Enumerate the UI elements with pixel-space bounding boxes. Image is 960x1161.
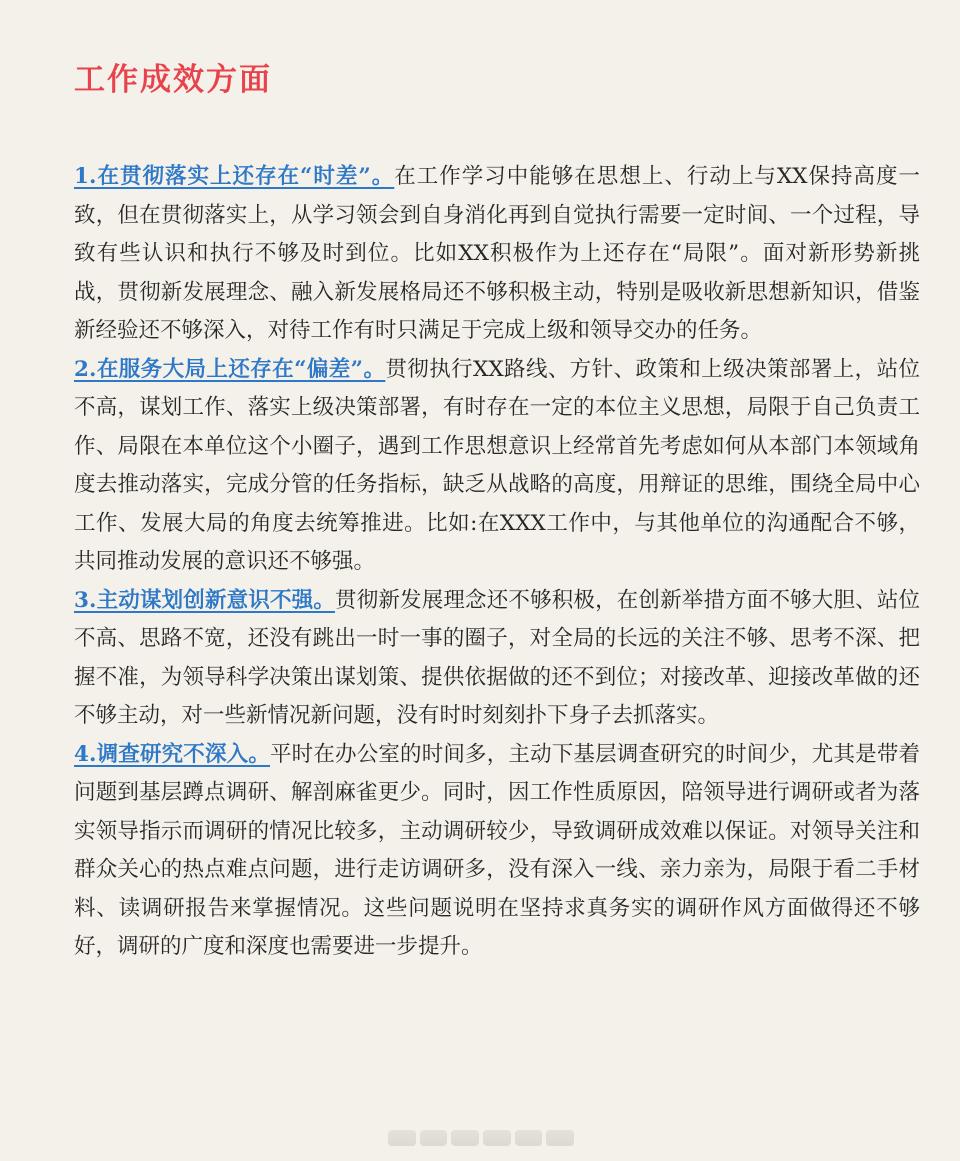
section-1-heading: 1.在贯彻落实上还存在“时差”。 xyxy=(74,164,395,189)
section-4-body: 平时在办公室的时间多，主动下基层调查研究的时间少，尤其是带着问题到基层蹲点调研、解剖麻雀更少。同时，因工作性质原因，陪领导进行调研或者为落实领导指示而调研的情况比较多，主动调研较少，导致调研成效难以保证。对领导关注和群众关心的热点难点问题，进行走访调研多，没有深入一线、亲力亲为，局限于看二手材料、读调研报告来掌握情况。这些问题说明在坚持求真务实的调研作风方面做得还不够好，调研的广度和深度也需要进一步提升。 xyxy=(74,741,920,959)
document-body xyxy=(74,158,920,967)
section-1-body: 在工作学习中能够在思想上、行动上与XX保持高度一致，但在贯彻落实上，从学习领会到自身消化再到自觉执行需要一定时间、一个过程，导致有些认识和执行不够及时到位。比如XX积极作为上还存在“局限”。面对新形势新挑战，贯彻新发展理念、融入新发展格局还不够积极主动，特别是吸收新思想新知识，借鉴新经验还不够深入，对待工作有时只满足于完成上级和领导交办的任务。 xyxy=(74,164,920,343)
page-title: 工作成效方面 xyxy=(74,62,272,98)
section-2 xyxy=(74,351,920,582)
watermark-segment xyxy=(420,1130,448,1146)
section-3 xyxy=(74,582,920,736)
section-3-body: 贯彻新发展理念还不够积极，在创新举措方面不够大胆、站位不高、思路不宽，还没有跳出一时一事的圈子，对全局的长远的关注不够、思考不深、把握不准，为领导科学决策出谋划策、提供依据做的还不到位；对接改革、迎接改革做的还不够主动，对一些新情况新问题，没有时时刻刻扑下身子去抓落实。 xyxy=(74,587,920,728)
watermark-bar xyxy=(388,1126,574,1150)
section-1 xyxy=(74,158,920,351)
section-4 xyxy=(74,736,920,967)
section-2-body: 贯彻执行XX路线、方针、政策和上级决策部署上，站位不高，谋划工作、落实上级决策部署，有时存在一定的本位主义思想，局限于自己负责工作、局限在本单位这个小圈子，遇到工作思想意识上经常首先考虑如何从本部门本领域角度去推动落实，完成分管的任务指标，缺乏从战略的高度，用辩证的思维，围绕全局中心工作、发展大局的角度去统筹推进。比如:在XXX工作中，与其他单位的沟通配合不够，共同推动发展的意识还不够强。 xyxy=(74,356,920,574)
watermark-segment xyxy=(483,1130,511,1146)
section-2-heading: 2.在服务大局上还存在“偏差”。 xyxy=(74,356,386,382)
watermark-segment xyxy=(451,1130,479,1146)
watermark-segment xyxy=(546,1130,574,1146)
section-4-heading: 4.调查研究不深入。 xyxy=(74,741,270,767)
section-3-heading: 3.主动谋划创新意识不强。 xyxy=(74,587,336,613)
watermark-segment xyxy=(515,1130,543,1146)
watermark-segment xyxy=(388,1130,416,1146)
